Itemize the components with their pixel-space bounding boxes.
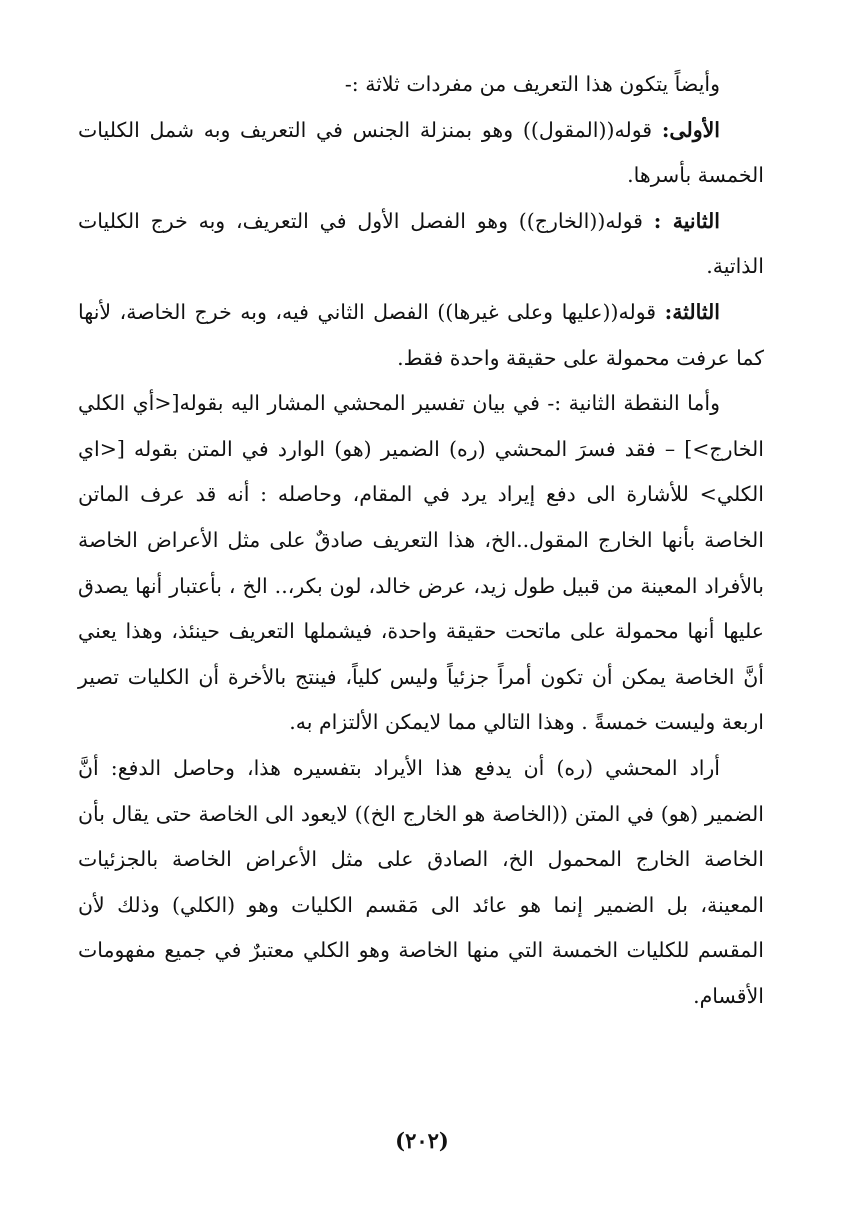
paragraph-lead: الثانية :: [653, 208, 721, 233]
paragraph-third-item: [78, 290, 764, 381]
paragraph-second-item: [78, 199, 764, 290]
paragraph-lead: الثالثة:: [664, 299, 720, 324]
paragraph-second-point: [78, 381, 764, 746]
paragraph-text: قوله((عليها وعلى غيرها)) الفصل الثاني فيه، وبه خرج الخاصة، لأنها كما عرفت محمولة على حقيقة واحدة فقط.: [78, 299, 764, 370]
page-number: (٢٠٢): [395, 1128, 449, 1153]
paragraph-intro: [78, 62, 764, 108]
paragraph-response: [78, 746, 764, 1020]
paragraph-text: قوله((الخارج)) وهو الفصل الأول في التعريف، وبه خرج الكليات الذاتية.: [78, 208, 764, 279]
paragraph-text: أراد المحشي (ره) أن يدفع هذا الأيراد بتفسيره هذا، وحاصل الدفع: أنَّ الضمير (هو) في المتن ((الخاصة هو الخارج الخ)) لايعود الى الخاصة حتى يقال بأن الخاصة الخارج المحمول الخ، الصادق على مثل الأعراض الخاصة بالجزئيات المعينة، بل الضمير إنما هو عائد الى مَقسم الكليات وهو (الكلي) وذلك لأن المقسم للكليات الخمسة التي منها الخاصة وهو الكلي معتبرٌ في جميع مفهومات الأقسام.: [78, 755, 764, 1008]
paragraph-first-item: [78, 108, 764, 199]
paragraph-text: وأيضاً يتكون هذا التعريف من مفردات ثلاثة :-: [344, 72, 720, 96]
paragraph-text: وأما النقطة الثانية :- في بيان تفسير المحشي المشار اليه بقوله[<أي الكلي الخارج>] – فقد فسرَ المحشي (ره) الضمير (هو) الوارد في المتن بقوله [<اي الكلي> للأشارة الى دفع إيراد يرد في المقام، وحاصله : أنه قد عرف الماتن الخاصة بأنها الخارج المقول..الخ، هذا التعريف صادقٌ على مثل الأعراض الخاصة بالأفراد المعينة من قبيل طول زيد، عرض خالد، لون بكر،.. الخ ، بأعتبار أنها يصدق عليها أنها محمولة على ماتحت حقيقة واحدة، فيشملها التعريف حينئذ، وهذا يعني أنَّ الخاصة يمكن أن تكون أمراً جزئياً وليس كلياً، فينتج بالأخرة أن الكليات تصير اربعة وليست خمسةً . وهذا التالي مما لايمكن الألتزام به.: [78, 391, 764, 735]
paragraph-lead: الأولى:: [661, 117, 720, 142]
body-text: [78, 62, 764, 1019]
paragraph-text: قوله((المقول)) وهو بمنزلة الجنس في التعريف وبه شمل الكليات الخمسة بأسرها.: [78, 117, 764, 188]
